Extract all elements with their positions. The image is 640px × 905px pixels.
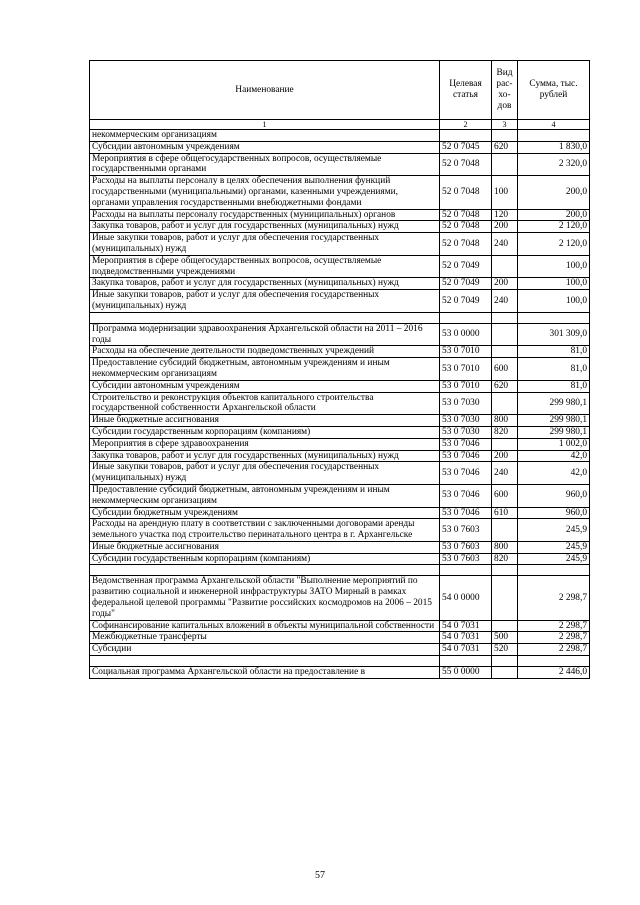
cell-sum: 100,0 (518, 255, 590, 278)
cell-sum: 960,0 (518, 507, 590, 519)
spacer-cell (440, 312, 492, 323)
cell-kind: 240 (492, 233, 518, 256)
table-row (90, 176, 590, 209)
cell-sum: 100,0 (518, 290, 590, 313)
cell-code: 53 0 7046 (440, 438, 492, 450)
cell-code: 52 0 7048 (440, 221, 492, 233)
table-body (90, 130, 590, 679)
cell-name: Субсидии государственным корпорациям (компаниям) (90, 426, 440, 438)
cell-sum: 200,0 (518, 209, 590, 221)
cell-kind: 600 (492, 358, 518, 381)
table-row (90, 519, 590, 542)
table-row (90, 221, 590, 233)
cell-kind (492, 255, 518, 278)
spacer-cell (518, 565, 590, 576)
cell-name: Иные закупки товаров, работ и услуг для обеспечения государственных (муниципальных) нужд (90, 233, 440, 256)
cell-code: 53 0 7010 (440, 380, 492, 392)
cell-code: 54 0 0000 (440, 576, 492, 620)
cell-sum: 2 320,0 (518, 153, 590, 176)
cell-kind: 200 (492, 221, 518, 233)
cell-kind: 820 (492, 553, 518, 565)
spacer-cell (492, 565, 518, 576)
cell-kind (492, 130, 518, 142)
table-row (90, 576, 590, 620)
cell-kind: 620 (492, 141, 518, 153)
spacer-row (90, 312, 590, 323)
cell-name: Субсидии (90, 644, 440, 656)
cell-name: Закупка товаров, работ и услуг для государственных (муниципальных) нужд (90, 278, 440, 290)
cell-code (440, 130, 492, 142)
cell-name: Расходы на выплаты персоналу государственных (муниципальных) органов (90, 209, 440, 221)
cell-code: 53 0 7030 (440, 415, 492, 427)
cell-kind: 200 (492, 450, 518, 462)
cell-name: Предоставление субсидий бюджетным, автономным учреждениям и иным некоммерческим организациям (90, 484, 440, 507)
cell-code: 53 0 7046 (440, 507, 492, 519)
cell-code: 52 0 7048 (440, 233, 492, 256)
spacer-cell (492, 312, 518, 323)
cell-kind (492, 323, 518, 346)
table-row (90, 438, 590, 450)
cell-kind: 800 (492, 541, 518, 553)
table-row (90, 255, 590, 278)
cell-sum: 42,0 (518, 462, 590, 485)
cell-name: Расходы на арендную плату в соответствии с заключенными договорами аренды земельного участка под строительство перинатального центра в г. Архангельске (90, 519, 440, 542)
cell-name: Расходы на обеспечение деятельности подведомственных учреждений (90, 346, 440, 358)
cell-sum: 299 980,1 (518, 392, 590, 415)
header-sum: Сумма, тыс. рублей (518, 61, 590, 120)
cell-code: 52 0 7049 (440, 255, 492, 278)
cell-name: Расходы на выплаты персоналу в целях обеспечения выполнения функций государственными (муниципальными) органами, казенными учреждениями, органами управления государственными внебюджетными фондами (90, 176, 440, 209)
cell-name: Иные закупки товаров, работ и услуг для обеспечения государственных (муниципальных) нужд (90, 462, 440, 485)
cell-sum: 301 309,0 (518, 323, 590, 346)
cell-kind: 100 (492, 176, 518, 209)
cell-name: Субсидии государственным корпорациям (компаниям) (90, 553, 440, 565)
cell-sum: 245,9 (518, 519, 590, 542)
cell-code: 54 0 7031 (440, 620, 492, 632)
cell-sum: 245,9 (518, 553, 590, 565)
table-row (90, 620, 590, 632)
table-row (90, 153, 590, 176)
table-row (90, 462, 590, 485)
cell-code: 52 0 7049 (440, 278, 492, 290)
table-row (90, 130, 590, 142)
table-row (90, 667, 590, 679)
cell-sum: 299 980,1 (518, 415, 590, 427)
table-row (90, 209, 590, 221)
cell-code: 53 0 7030 (440, 392, 492, 415)
cell-name: Субсидии автономным учреждениям (90, 380, 440, 392)
table-row (90, 507, 590, 519)
cell-code: 53 0 7603 (440, 553, 492, 565)
header-number-row (90, 120, 590, 130)
cell-sum: 2 120,0 (518, 233, 590, 256)
header-row (90, 61, 590, 120)
cell-kind: 600 (492, 484, 518, 507)
cell-sum: 100,0 (518, 278, 590, 290)
cell-kind: 200 (492, 278, 518, 290)
cell-sum: 200,0 (518, 176, 590, 209)
cell-name: Субсидии автономным учреждениям (90, 141, 440, 153)
cell-sum: 960,0 (518, 484, 590, 507)
table-row (90, 290, 590, 313)
cell-sum: 2 298,7 (518, 632, 590, 644)
cell-name: Предоставление субсидий бюджетным, автономным учреждениям и иным некоммерческим организациям (90, 358, 440, 381)
cell-sum: 81,0 (518, 380, 590, 392)
cell-code: 52 0 7048 (440, 176, 492, 209)
cell-sum: 2 298,7 (518, 620, 590, 632)
cell-sum: 1 830,0 (518, 141, 590, 153)
table-row (90, 141, 590, 153)
header-num-sum: 4 (518, 120, 590, 130)
cell-name: Софинансирование капитальных вложений в объекты муниципальной собственности (90, 620, 440, 632)
header-kind: Вид рас-хо-дов (492, 61, 518, 120)
spacer-cell (518, 656, 590, 667)
cell-sum: 2 446,0 (518, 667, 590, 679)
cell-code: 53 0 7046 (440, 462, 492, 485)
cell-name: Межбюджетные трансферты (90, 632, 440, 644)
header-num-code: 2 (440, 120, 492, 130)
cell-code: 53 0 7010 (440, 346, 492, 358)
cell-kind (492, 519, 518, 542)
cell-code: 52 0 7048 (440, 209, 492, 221)
spacer-cell (90, 312, 440, 323)
cell-sum (518, 130, 590, 142)
cell-kind (492, 392, 518, 415)
cell-kind (492, 620, 518, 632)
cell-code: 53 0 7603 (440, 519, 492, 542)
cell-name: Закупка товаров, работ и услуг для государственных (муниципальных) нужд (90, 221, 440, 233)
cell-code: 54 0 7031 (440, 632, 492, 644)
header-num-kind: 3 (492, 120, 518, 130)
cell-sum: 42,0 (518, 450, 590, 462)
table-row (90, 358, 590, 381)
cell-code: 53 0 0000 (440, 323, 492, 346)
page-number: 57 (315, 870, 325, 881)
cell-sum: 2 298,7 (518, 576, 590, 620)
cell-code: 53 0 7046 (440, 484, 492, 507)
cell-name: Программа модернизации здравоохранения Архангельской области на 2011 – 2016 годы (90, 323, 440, 346)
header-name: Наименование (90, 61, 440, 120)
cell-sum: 81,0 (518, 346, 590, 358)
cell-sum: 245,9 (518, 541, 590, 553)
cell-name: Мероприятия в сфере здравоохранения (90, 438, 440, 450)
table-row (90, 644, 590, 656)
cell-kind: 610 (492, 507, 518, 519)
table-row (90, 323, 590, 346)
cell-kind: 800 (492, 415, 518, 427)
table-row (90, 553, 590, 565)
cell-sum: 2 120,0 (518, 221, 590, 233)
spacer-cell (440, 656, 492, 667)
table-row (90, 450, 590, 462)
cell-name: Мероприятия в сфере общегосударственных вопросов, осуществляемые подведомственными учреждениями (90, 255, 440, 278)
spacer-row (90, 656, 590, 667)
table-row (90, 426, 590, 438)
cell-code: 53 0 7010 (440, 358, 492, 381)
cell-kind: 240 (492, 290, 518, 313)
cell-kind (492, 153, 518, 176)
table-row (90, 415, 590, 427)
table-row (90, 632, 590, 644)
cell-kind (492, 346, 518, 358)
cell-kind: 820 (492, 426, 518, 438)
cell-name: Иные закупки товаров, работ и услуг для обеспечения государственных (муниципальных) нужд (90, 290, 440, 313)
header-code: Целевая статья (440, 61, 492, 120)
cell-code: 53 0 7046 (440, 450, 492, 462)
cell-kind: 500 (492, 632, 518, 644)
table-row (90, 484, 590, 507)
cell-sum: 299 980,1 (518, 426, 590, 438)
spacer-cell (440, 565, 492, 576)
table-row (90, 233, 590, 256)
cell-kind: 240 (492, 462, 518, 485)
cell-code: 52 0 7048 (440, 153, 492, 176)
table-header (90, 61, 590, 130)
cell-kind (492, 576, 518, 620)
cell-name: Мероприятия в сфере общегосударственных вопросов, осуществляемые государственными органами (90, 153, 440, 176)
cell-code: 53 0 7603 (440, 541, 492, 553)
table-row (90, 380, 590, 392)
cell-sum: 81,0 (518, 358, 590, 381)
cell-name: Субсидии бюджетным учреждениям (90, 507, 440, 519)
budget-table (89, 60, 590, 679)
cell-name: Закупка товаров, работ и услуг для государственных (муниципальных) нужд (90, 450, 440, 462)
cell-kind: 620 (492, 380, 518, 392)
cell-sum: 1 002,0 (518, 438, 590, 450)
spacer-cell (492, 656, 518, 667)
spacer-cell (90, 565, 440, 576)
cell-name: Строительство и реконструкция объектов капитального строительства государственной собственности Архангельской области (90, 392, 440, 415)
spacer-cell (518, 312, 590, 323)
cell-kind: 120 (492, 209, 518, 221)
cell-name: Ведомственная программа Архангельской области "Выполнение мероприятий по развитию социальной и инженерной инфраструктуры ЗАТО Мирный в рамках федеральной целевой программы "Развитие российских космодромов на 2006 – 2015 годы" (90, 576, 440, 620)
spacer-cell (90, 656, 440, 667)
table-row (90, 278, 590, 290)
cell-code: 52 0 7049 (440, 290, 492, 313)
table-row (90, 541, 590, 553)
cell-name: Социальная программа Архангельской области на предоставление в (90, 667, 440, 679)
header-num-name: 1 (90, 120, 440, 130)
cell-code: 52 0 7045 (440, 141, 492, 153)
cell-name: некоммерческим организациям (90, 130, 440, 142)
table-row (90, 346, 590, 358)
cell-code: 53 0 7030 (440, 426, 492, 438)
cell-name: Иные бюджетные ассигнования (90, 541, 440, 553)
cell-code: 55 0 0000 (440, 667, 492, 679)
cell-kind (492, 667, 518, 679)
cell-kind: 520 (492, 644, 518, 656)
cell-name: Иные бюджетные ассигнования (90, 415, 440, 427)
spacer-row (90, 565, 590, 576)
cell-sum: 2 298,7 (518, 644, 590, 656)
cell-code: 54 0 7031 (440, 644, 492, 656)
table-row (90, 392, 590, 415)
cell-kind (492, 438, 518, 450)
